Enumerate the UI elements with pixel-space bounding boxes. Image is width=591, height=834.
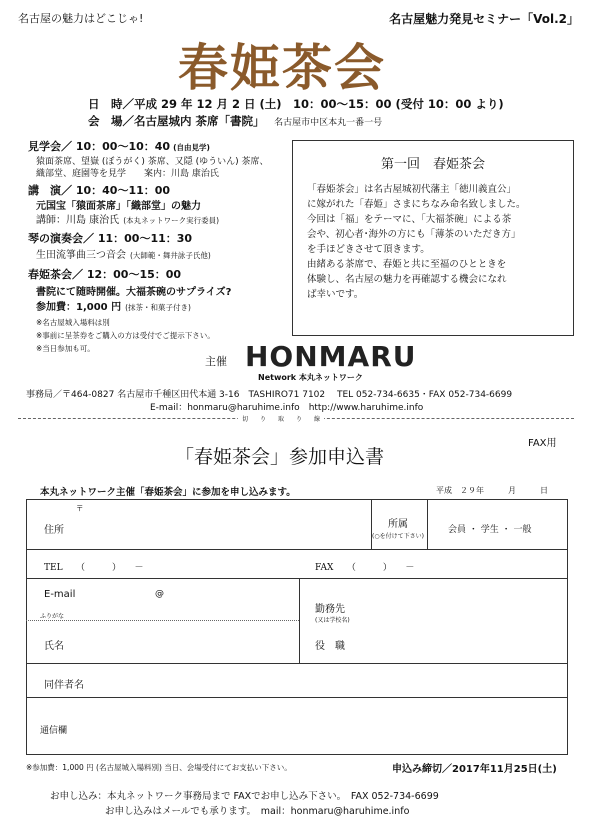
form-intro: 本丸ネットワーク主催「春姫茶会」に参加を申し込みます。 (40, 487, 296, 498)
note-1: ※名古屋城入場料は別 (36, 318, 110, 327)
info-box-body (307, 182, 573, 302)
program-fee: 参加費：1,000 円 (36, 302, 122, 313)
cut-line-label: 切 り 取 り 線 (238, 414, 324, 423)
info-line: 今回は「福」をテーマに、「大福茶碗」による茶 (307, 214, 512, 225)
info-line: を手ほどきさせて頂きます。 (307, 244, 430, 255)
logo-sub: Network 本丸ネットワーク (258, 373, 363, 382)
program-line: 織部堂、庭園等を見学 案内：川島 康治氏 (36, 169, 219, 179)
email-apply-line: お申し込みはメールでも承ります。 mail：honmaru@haruhime.info (105, 806, 410, 817)
info-line: に嫁がれた「春姫」さまにちなみ命名致しました。 (307, 199, 526, 210)
program-line: 講師：川島 康治氏 (36, 215, 120, 226)
info-line: 会や、初心者･海外の方にも「薄茶のいただき方」 (307, 229, 521, 240)
application-form-table (26, 499, 568, 755)
affiliation-options[interactable]: 会員 ・ 学生 ・ 一般 (448, 525, 532, 535)
affiliation-note: (○を付けて下さい) (372, 533, 424, 540)
program-note: (本丸ネットワーク実行委員) (123, 216, 220, 225)
datetime-label: 日 時／ (88, 97, 134, 111)
program-line-with-note (36, 298, 191, 313)
affiliation-label: 所属 (388, 519, 408, 530)
datetime-value: 平成 29 年 12 月 2 日 (土) 10：00～15：00 (受付 10：00 より) (134, 97, 504, 111)
info-line: ば幸いです。 (307, 289, 364, 300)
program-head-4: 春姫茶会／ 12：00～15：00 (28, 268, 182, 281)
program-line: 書院にて随時開催。大福茶碗のサプライズ? (36, 287, 232, 298)
deadline: 申込み締切／2017年11月25日(土) (392, 764, 557, 775)
form-title: 「春姫茶会」参加申込書 (175, 446, 385, 468)
datetime-row (88, 96, 504, 112)
note-2: ※事前に呈茶券をご購入の方は受付でご提示下さい。 (36, 331, 215, 340)
seminar-name: 名古屋魅力発見セミナー「Vol.2」 (389, 12, 579, 26)
furigana-label: ふりがな (40, 613, 65, 620)
program-line: 生田流箏曲三つ音会 (36, 250, 126, 261)
program-line-with-note (36, 246, 211, 261)
note-3: ※当日参加も可。 (36, 344, 95, 353)
venue-row (88, 113, 382, 129)
organizer-label: 主催 (205, 355, 227, 368)
tel-field[interactable]: TEL （ ） － (44, 563, 144, 573)
at-mark: @ (155, 589, 164, 599)
event-title: 春姫茶会 (178, 38, 386, 97)
form-date: 平成 ２９年 月 日 (436, 486, 548, 495)
office-address: 事務局／〒464-0827 名古屋市千種区田代本通 3-16 TASHIRO71 7102 TEL 052-734-6635・FAX 052-734-6699 (26, 390, 513, 400)
info-box (292, 140, 574, 336)
logo-text: HONMARU (245, 340, 417, 373)
program-note: (抹茶・和菓子付き) (125, 303, 191, 312)
program-head-3: 琴の演奏会／ 11：00～11：30 (28, 232, 193, 245)
fax-field[interactable]: FAX （ ） － (315, 563, 415, 573)
venue-label: 会 場／ (88, 114, 134, 128)
tagline: 名古屋の魅力はどこじゃ! (18, 12, 144, 25)
apply-line: お申し込み：本丸ネットワーク事務局まで FAXでお申し込み下さい。 FAX 052-734-6699 (50, 791, 439, 802)
address-field[interactable]: 住所 (44, 525, 64, 536)
office-contact: E-mail：honmaru@haruhime.info http://www.haruhime.info (150, 403, 424, 413)
venue-address: 名古屋市中区本丸一番一号 (274, 118, 383, 128)
program-head-note: (自由見学) (173, 143, 210, 152)
program-line: 元国宝「猿面茶席」「織部堂」の魅力 (36, 201, 201, 212)
program-head-2: 講 演／ 10：40～11：00 (28, 184, 171, 197)
companion-field[interactable]: 同伴者名 (44, 680, 84, 691)
email-field[interactable]: E-mail (44, 589, 76, 600)
program-line-with-note (36, 211, 219, 226)
workplace-field[interactable]: 勤務先 (315, 604, 345, 615)
postal-mark: 〒 (76, 504, 84, 513)
program-head-text: 見学会／ 10：00～10：40 (28, 140, 171, 153)
name-field[interactable]: 氏名 (44, 641, 64, 652)
position-field[interactable]: 役 職 (315, 641, 345, 652)
fax-label: FAX用 (528, 438, 557, 449)
fee-note: ※参加費：1,000 円 (名古屋城入場料別) 当日、会場受付にてお支払い下さい。 (26, 763, 292, 772)
info-line: 由緒ある茶席で、春姫と共に至福のひとときを (307, 259, 507, 270)
program-line: 猿面茶席、望嶽 (ぼうがく) 茶席、又隠 (ゆういん) 茶席、 (36, 157, 269, 167)
program-note: (大師範・舞井詠子氏他) (130, 251, 211, 260)
info-line: 体験し、名古屋の魅力を再確認する機会になれ (307, 274, 507, 285)
info-box-title: 第一回 春姫茶会 (380, 157, 485, 172)
workplace-note: (又は学校名) (315, 617, 350, 624)
message-field[interactable]: 通信欄 (40, 726, 68, 736)
info-line: 「春姫茶会」は名古屋城初代藩主「徳川義直公」 (307, 184, 517, 195)
program-head-1 (28, 138, 210, 154)
honmaru-logo (245, 340, 417, 373)
venue-value: 名古屋城内 茶席「書院」 (134, 114, 265, 128)
